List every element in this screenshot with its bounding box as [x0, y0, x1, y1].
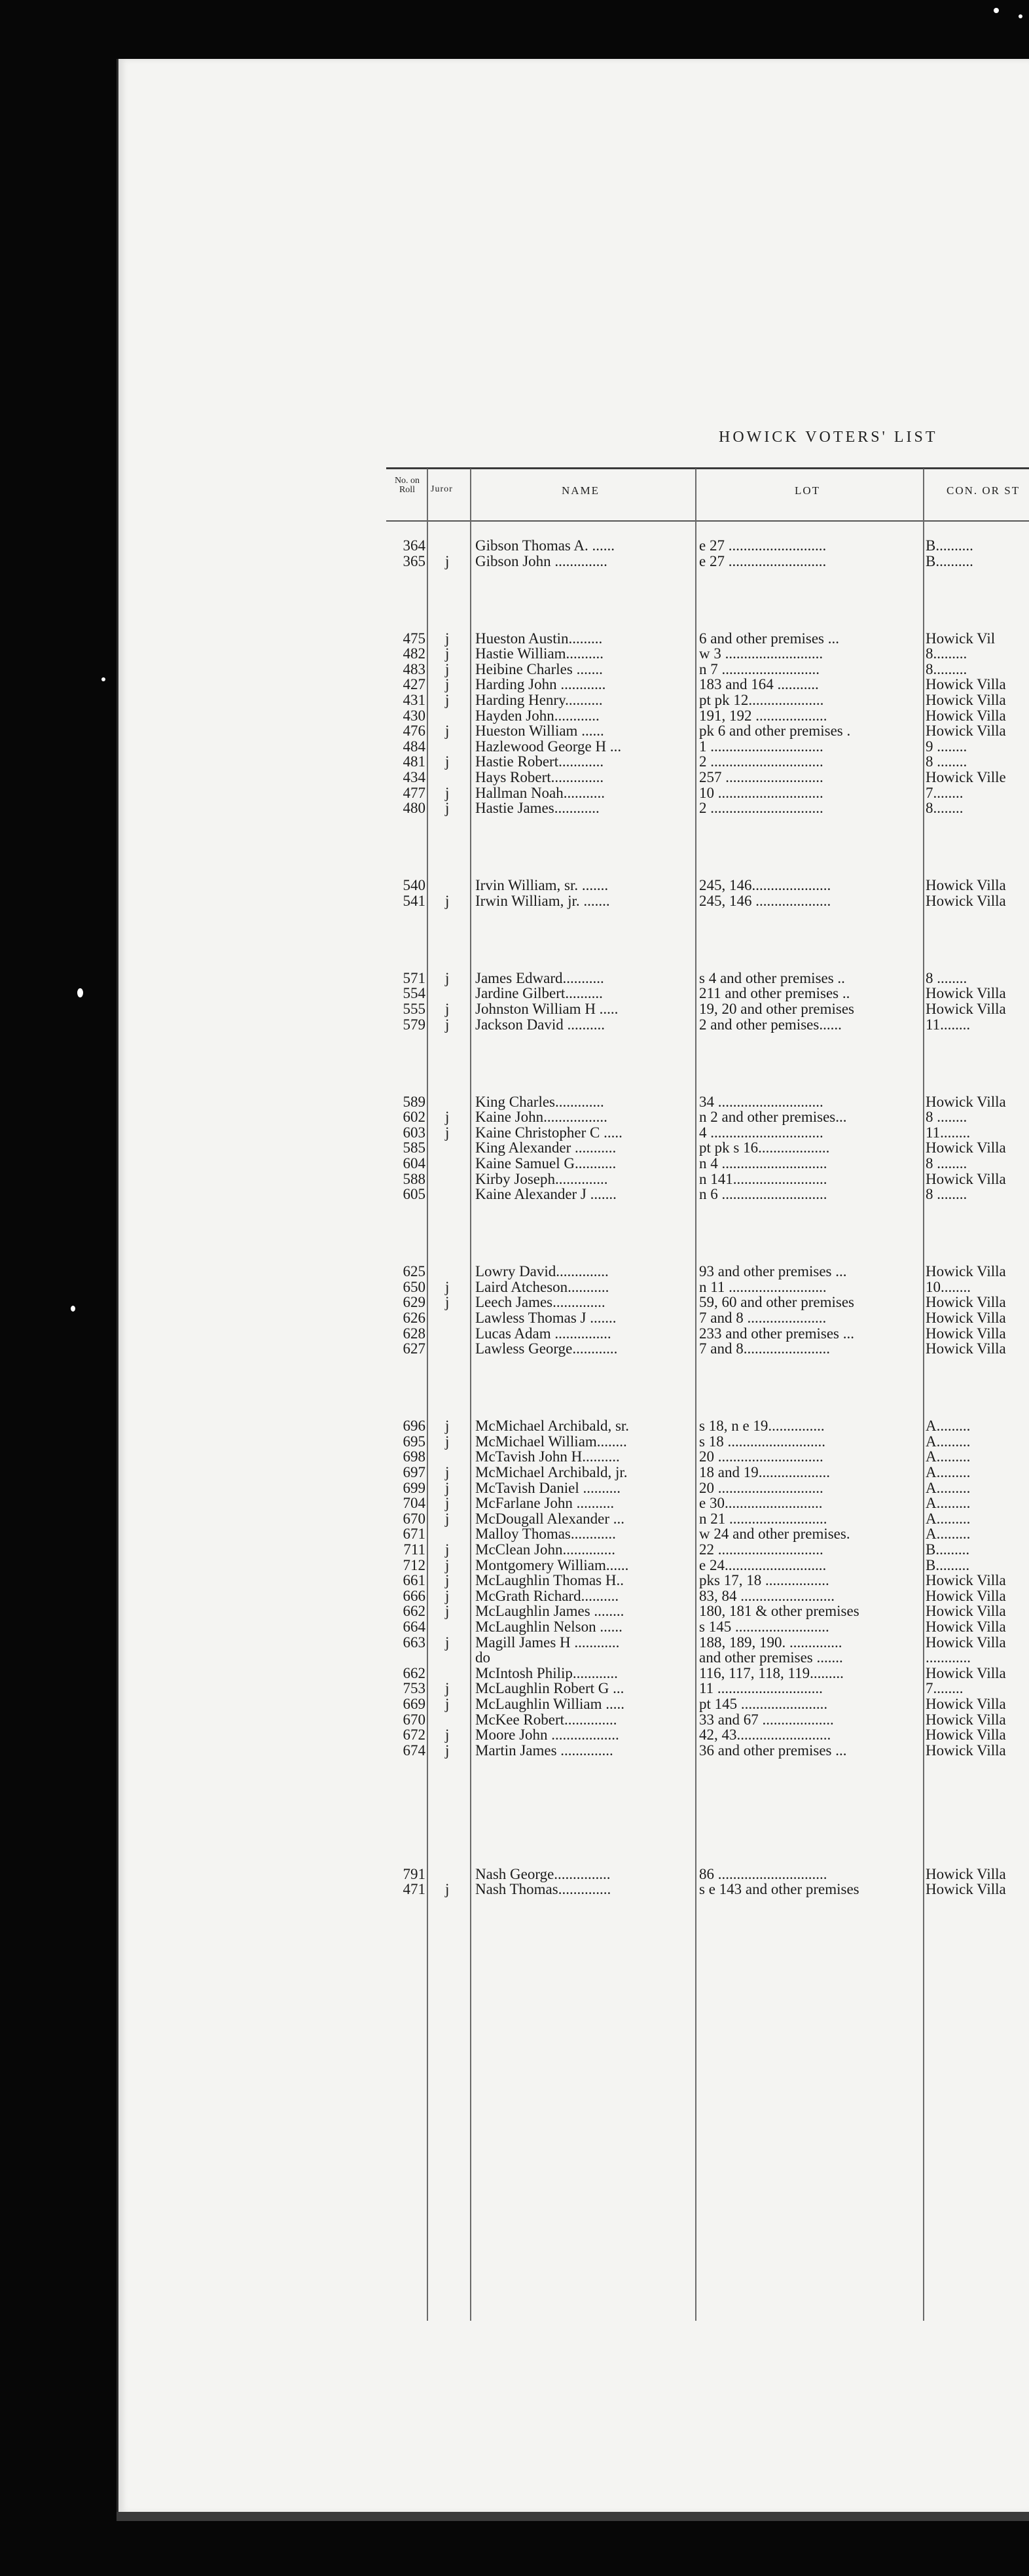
- roll-number: 698: [403, 1448, 425, 1465]
- concession: Howick Villa: [926, 1866, 1006, 1882]
- juror-mark: j: [445, 1016, 450, 1033]
- lot-description: n 6 ............................: [699, 1187, 827, 1203]
- dust-speck: [101, 677, 105, 681]
- voter-name: James Edward...........: [475, 970, 604, 986]
- juror-mark: j: [445, 630, 450, 647]
- lot-description: n 21 ..........................: [699, 1511, 827, 1527]
- juror-mark: j: [445, 1587, 450, 1604]
- concession: Howick Villa: [926, 1325, 1006, 1342]
- lot-description: 18 and 19...................: [699, 1465, 830, 1480]
- juror-mark: j: [445, 1510, 450, 1527]
- concession: 8.........: [926, 661, 967, 677]
- voter-name: McLaughlin Thomas H..: [475, 1573, 624, 1589]
- juror-mark: j: [445, 645, 450, 662]
- lot-description: 20 ............................: [699, 1480, 823, 1496]
- roll-number: 482: [403, 645, 425, 662]
- juror-mark: j: [445, 552, 450, 569]
- voter-name: Laird Atcheson...........: [475, 1279, 609, 1295]
- concession: B.........: [926, 1542, 970, 1558]
- concession: A.........: [926, 1418, 971, 1435]
- lot-description: s 18, n e 19...............: [699, 1418, 825, 1435]
- roll-number: 671: [403, 1526, 425, 1543]
- roll-number: 477: [403, 784, 425, 801]
- lot-description: 180, 181 & other premises: [699, 1603, 859, 1620]
- roll-number: 585: [403, 1139, 425, 1156]
- roll-number: 669: [403, 1696, 425, 1712]
- roll-number: 666: [403, 1587, 425, 1604]
- dust-speck: [994, 8, 999, 13]
- voter-name: Kaine Christopher C .....: [475, 1124, 623, 1141]
- voter-name: Kirby Joseph..............: [475, 1171, 608, 1187]
- roll-number: 603: [403, 1124, 425, 1141]
- lot-description: 20 ............................: [699, 1449, 823, 1465]
- lot-description: 11 ............................: [699, 1681, 823, 1697]
- dust-speck: [71, 1306, 75, 1312]
- roll-number: 604: [403, 1155, 425, 1172]
- voter-name: King Alexander ...........: [475, 1140, 617, 1156]
- juror-mark: j: [445, 1433, 450, 1450]
- juror-mark: j: [445, 1726, 450, 1744]
- voter-name: Hastie Robert............: [475, 754, 604, 770]
- voter-name: McLaughlin Nelson ......: [475, 1619, 623, 1635]
- header-juror: Juror: [431, 484, 453, 494]
- lot-description: 4 ..............................: [699, 1124, 823, 1141]
- juror-mark: j: [445, 1696, 450, 1712]
- lot-description: n 141.........................: [699, 1171, 827, 1187]
- lot-description: 2 ..............................: [699, 800, 823, 817]
- voter-name: Kaine Alexander J .......: [475, 1187, 617, 1203]
- concession: ............: [926, 1650, 971, 1666]
- juror-mark: j: [445, 1556, 450, 1573]
- lot-description: n 2 and other premises...: [699, 1109, 847, 1126]
- concession: 8........: [926, 800, 964, 817]
- lot-description: 83, 84 .........................: [699, 1588, 835, 1604]
- concession: Howick Villa: [926, 1665, 1006, 1681]
- lot-description: 116, 117, 118, 119.........: [699, 1665, 844, 1681]
- concession: Howick Ville: [926, 770, 1006, 785]
- lot-description: 93 and other premises ...: [699, 1264, 847, 1280]
- concession: Howick Villa: [926, 1696, 1006, 1712]
- roll-number: 704: [403, 1495, 425, 1512]
- roll-number: 712: [403, 1556, 425, 1573]
- voter-name: Jardine Gilbert..........: [475, 986, 603, 1002]
- lot-description: 22 ............................: [699, 1542, 823, 1558]
- lot-description: n 4 ............................: [699, 1156, 827, 1172]
- voter-name: King Charles.............: [475, 1094, 604, 1110]
- juror-mark: j: [445, 1124, 450, 1141]
- lot-description: 188, 189, 190. ..............: [699, 1634, 842, 1651]
- juror-mark: j: [445, 1742, 450, 1759]
- lot-description: 257 ..........................: [699, 770, 823, 785]
- lot-description: w 3 ..........................: [699, 646, 823, 662]
- voter-name: McClean John..............: [475, 1542, 616, 1558]
- column-rule: [695, 469, 696, 2321]
- roll-number: 364: [403, 537, 425, 554]
- roll-number: 481: [403, 753, 425, 770]
- roll-number: 753: [403, 1680, 425, 1697]
- roll-number: 661: [403, 1572, 425, 1589]
- concession: 8 ........: [926, 1187, 967, 1203]
- roll-number: 480: [403, 800, 425, 817]
- juror-mark: j: [445, 1495, 450, 1512]
- roll-number: 697: [403, 1464, 425, 1480]
- voter-name: Hastie James............: [475, 800, 600, 817]
- concession: B.........: [926, 1557, 970, 1573]
- roll-number: 695: [403, 1433, 425, 1450]
- roll-number: 365: [403, 552, 425, 569]
- concession: 10........: [926, 1279, 971, 1295]
- voter-name: Irvin William, sr. .......: [475, 878, 609, 894]
- concession: 7........: [926, 1681, 964, 1697]
- roll-number: 672: [403, 1726, 425, 1744]
- juror-mark: j: [445, 1541, 450, 1558]
- lot-description: 245, 146 ....................: [699, 893, 831, 909]
- voter-name: Johnston William H .....: [475, 1001, 619, 1017]
- voter-name: Nash George...............: [475, 1866, 611, 1882]
- roll-number: 696: [403, 1418, 425, 1435]
- roll-number: 699: [403, 1479, 425, 1496]
- concession: 8 ........: [926, 1156, 967, 1172]
- voter-name: Nash Thomas..............: [475, 1882, 611, 1898]
- voter-name: McKee Robert..............: [475, 1711, 617, 1728]
- roll-number: 629: [403, 1294, 425, 1311]
- concession: A.........: [926, 1433, 971, 1450]
- roll-number: 625: [403, 1263, 425, 1280]
- roll-number: 541: [403, 892, 425, 909]
- roll-number: 650: [403, 1278, 425, 1295]
- header-bottom-rule: [386, 520, 1029, 522]
- concession: Howick Villa: [926, 1094, 1006, 1110]
- juror-mark: j: [445, 784, 450, 801]
- voter-name: McMichael William........: [475, 1433, 627, 1450]
- lot-description: 42, 43.........................: [699, 1727, 831, 1744]
- concession: Howick Villa: [926, 1711, 1006, 1728]
- juror-mark: j: [445, 723, 450, 740]
- roll-number: 626: [403, 1310, 425, 1326]
- concession: B..........: [926, 538, 973, 554]
- concession: Howick Villa: [926, 1341, 1006, 1357]
- voter-name: Hueston Austin.........: [475, 630, 603, 647]
- juror-mark: j: [445, 1294, 450, 1311]
- voter-name: Malloy Thomas............: [475, 1526, 616, 1543]
- juror-mark: j: [445, 676, 450, 693]
- roll-number: 471: [403, 1881, 425, 1898]
- lot-description: pt pk 12....................: [699, 692, 824, 708]
- voter-name: Lawless George............: [475, 1341, 618, 1357]
- lot-description: pk 6 and other premises .: [699, 723, 851, 740]
- juror-mark: j: [445, 753, 450, 770]
- roll-number: 434: [403, 769, 425, 785]
- juror-mark: j: [445, 1680, 450, 1697]
- concession: Howick Villa: [926, 677, 1006, 693]
- lot-description: 2 ..............................: [699, 754, 823, 770]
- voter-name: Montgomery William......: [475, 1557, 629, 1573]
- lot-description: 36 and other premises ...: [699, 1742, 847, 1759]
- juror-mark: j: [445, 1603, 450, 1620]
- lot-description: s 4 and other premises ..: [699, 970, 845, 986]
- roll-number: 483: [403, 660, 425, 677]
- voter-name: McLaughlin William .....: [475, 1696, 624, 1712]
- voter-name: Harding Henry..........: [475, 692, 603, 708]
- voter-name: Magill James H ............: [475, 1634, 620, 1651]
- concession: A.........: [926, 1480, 971, 1496]
- lot-description: s e 143 and other premises: [699, 1882, 859, 1898]
- lot-description: 34 ............................: [699, 1094, 823, 1110]
- roll-number: 431: [403, 692, 425, 708]
- column-rule: [923, 469, 924, 2321]
- concession: 8 ........: [926, 1109, 967, 1126]
- lot-description: pt pk s 16...................: [699, 1140, 830, 1156]
- roll-number: 579: [403, 1016, 425, 1033]
- lot-description: e 24...........................: [699, 1557, 827, 1573]
- concession: Howick Villa: [926, 723, 1006, 740]
- concession: Howick Villa: [926, 1727, 1006, 1744]
- concession: 11........: [926, 1124, 971, 1141]
- roll-number: 627: [403, 1340, 425, 1357]
- roll-number: 540: [403, 877, 425, 894]
- lot-description: 2 and other pemises......: [699, 1016, 842, 1033]
- concession: Howick Villa: [926, 878, 1006, 894]
- roll-number: 430: [403, 707, 425, 724]
- juror-mark: j: [445, 800, 450, 817]
- voter-name: Gibson Thomas A. ......: [475, 538, 615, 554]
- concession: Howick Villa: [926, 1264, 1006, 1280]
- juror-mark: j: [445, 660, 450, 677]
- concession: 8 ........: [926, 754, 967, 770]
- voter-name: McMichael Archibald, jr.: [475, 1465, 628, 1480]
- roll-number: 605: [403, 1186, 425, 1203]
- voter-name: Lucas Adam ...............: [475, 1325, 611, 1342]
- concession: 7........: [926, 785, 964, 801]
- concession: Howick Villa: [926, 1882, 1006, 1898]
- concession: Howick Villa: [926, 692, 1006, 708]
- header-no-on-roll: No. on Roll: [394, 476, 420, 495]
- lot-description: 33 and 67 ...................: [699, 1711, 834, 1728]
- concession: Howick Villa: [926, 1001, 1006, 1017]
- roll-number: 589: [403, 1093, 425, 1110]
- roll-number: 555: [403, 1001, 425, 1017]
- roll-number: 476: [403, 723, 425, 740]
- concession: A.........: [926, 1526, 971, 1543]
- roll-number: 571: [403, 969, 425, 986]
- roll-number: 662: [403, 1664, 425, 1681]
- page-title: HOWICK VOTERS' LIST: [719, 429, 938, 446]
- voter-name: McTavish Daniel ..........: [475, 1480, 621, 1496]
- concession: Howick Villa: [926, 1603, 1006, 1620]
- voter-name: McFarlane John ..........: [475, 1495, 615, 1512]
- juror-mark: j: [445, 1001, 450, 1017]
- lot-description: 191, 192 ...................: [699, 707, 827, 724]
- concession: Howick Villa: [926, 1573, 1006, 1589]
- voter-name: McDougall Alexander ...: [475, 1511, 625, 1527]
- lot-description: 86 .............................: [699, 1866, 827, 1882]
- roll-number: 662: [403, 1603, 425, 1620]
- header-lot: LOT: [795, 484, 821, 497]
- lot-description: e 30..........................: [699, 1495, 823, 1512]
- concession: Howick Villa: [926, 1295, 1006, 1311]
- voter-name: McLaughlin James ........: [475, 1603, 624, 1620]
- voter-name: Heibine Charles .......: [475, 661, 603, 677]
- voter-name: Kaine Samuel G...........: [475, 1156, 617, 1172]
- header-con: CON. OR ST: [947, 484, 1020, 497]
- roll-number: 791: [403, 1865, 425, 1882]
- voter-name: Irwin William, jr. .......: [475, 893, 610, 909]
- lot-description: 233 and other premises ...: [699, 1325, 854, 1342]
- voter-name: Kaine John.................: [475, 1109, 607, 1126]
- concession: Howick Villa: [926, 1742, 1006, 1759]
- voter-name: Lawless Thomas J .......: [475, 1310, 617, 1326]
- lot-description: 10 ............................: [699, 785, 823, 801]
- voter-name: Hallman Noah...........: [475, 785, 605, 801]
- roll-number: 674: [403, 1742, 425, 1759]
- roll-number: 670: [403, 1711, 425, 1728]
- lot-description: 7 and 8 .....................: [699, 1310, 827, 1326]
- lot-description: 6 and other premises ...: [699, 630, 839, 647]
- lot-description: 19, 20 and other premises: [699, 1001, 854, 1017]
- lot-description: 245, 146.....................: [699, 878, 831, 894]
- lot-description: n 11 ..........................: [699, 1279, 827, 1295]
- lot-description: e 27 ..........................: [699, 538, 827, 554]
- concession: 8.........: [926, 646, 967, 662]
- lot-description: s 18 ..........................: [699, 1433, 825, 1450]
- voter-name: Hayden John............: [475, 707, 600, 724]
- concession: 11........: [926, 1016, 971, 1033]
- voter-name: Lowry David..............: [475, 1264, 609, 1280]
- concession: 9 ........: [926, 738, 967, 755]
- roll-number: 670: [403, 1510, 425, 1527]
- voter-name: Hastie William..........: [475, 646, 604, 662]
- voter-name: Leech James..............: [475, 1295, 605, 1311]
- juror-mark: j: [445, 1572, 450, 1589]
- voter-name: McLaughlin Robert G ...: [475, 1681, 624, 1697]
- header-top-rule: [386, 467, 1029, 469]
- concession: A.........: [926, 1495, 971, 1512]
- concession: Howick Vil: [926, 630, 996, 647]
- concession: 8 ........: [926, 970, 967, 986]
- concession: Howick Villa: [926, 986, 1006, 1002]
- concession: Howick Villa: [926, 1588, 1006, 1604]
- concession: Howick Villa: [926, 707, 1006, 724]
- concession: Howick Villa: [926, 1171, 1006, 1187]
- juror-mark: j: [445, 1109, 450, 1126]
- column-rule: [470, 469, 471, 2321]
- juror-mark: j: [445, 969, 450, 986]
- juror-mark: j: [445, 892, 450, 909]
- lot-description: 7 and 8.......................: [699, 1341, 830, 1357]
- dust-speck: [77, 988, 83, 997]
- lot-description: pt 145 .......................: [699, 1696, 828, 1712]
- column-rule: [427, 469, 428, 2321]
- voter-name: McIntosh Philip............: [475, 1665, 618, 1681]
- lot-description: 211 and other premises ..: [699, 986, 850, 1002]
- page-bottom-edge: [117, 2512, 1029, 2521]
- voter-name: Hueston William ......: [475, 723, 604, 740]
- juror-mark: j: [445, 1634, 450, 1651]
- roll-number: 711: [403, 1541, 425, 1558]
- dust-speck: [1019, 14, 1022, 18]
- voter-name: McTavish John H..........: [475, 1449, 620, 1465]
- concession: A.........: [926, 1465, 971, 1480]
- juror-mark: j: [445, 1278, 450, 1295]
- voter-name: Hazlewood George H ...: [475, 738, 622, 755]
- lot-description: 1 ..............................: [699, 738, 823, 755]
- lot-description: and other premises .......: [699, 1650, 843, 1666]
- juror-mark: j: [445, 1464, 450, 1480]
- roll-number: 554: [403, 985, 425, 1002]
- roll-number: 484: [403, 738, 425, 755]
- voter-name: do: [475, 1650, 490, 1666]
- roll-number: 427: [403, 676, 425, 693]
- voter-name: Harding John ............: [475, 677, 606, 693]
- voter-name: Martin James ..............: [475, 1742, 613, 1759]
- concession: Howick Villa: [926, 1634, 1006, 1651]
- voter-name: Hays Robert..............: [475, 770, 604, 785]
- header-name: NAME: [562, 484, 600, 497]
- roll-number: 475: [403, 630, 425, 647]
- lot-description: e 27 ..........................: [699, 553, 827, 569]
- juror-mark: j: [445, 692, 450, 708]
- concession: Howick Villa: [926, 1619, 1006, 1635]
- concession: Howick Villa: [926, 1140, 1006, 1156]
- juror-mark: j: [445, 1479, 450, 1496]
- juror-mark: j: [445, 1418, 450, 1435]
- voter-name: Jackson David ..........: [475, 1016, 605, 1033]
- concession: Howick Villa: [926, 1310, 1006, 1326]
- voter-name: Moore John ..................: [475, 1727, 619, 1744]
- lot-description: 183 and 164 ...........: [699, 677, 819, 693]
- concession: B..........: [926, 553, 973, 569]
- lot-description: n 7 ..........................: [699, 661, 820, 677]
- lot-description: s 145 .........................: [699, 1619, 829, 1635]
- voter-name: McGrath Richard..........: [475, 1588, 619, 1604]
- lot-description: 59, 60 and other premises: [699, 1295, 854, 1311]
- concession: Howick Villa: [926, 893, 1006, 909]
- concession: A.........: [926, 1511, 971, 1527]
- roll-number: 602: [403, 1109, 425, 1126]
- concession: A.........: [926, 1449, 971, 1465]
- lot-description: pks 17, 18 .................: [699, 1573, 829, 1589]
- roll-number: 628: [403, 1325, 425, 1342]
- roll-number: 588: [403, 1170, 425, 1187]
- voter-name: Gibson John ..............: [475, 553, 607, 569]
- voter-name: McMichael Archibald, sr.: [475, 1418, 630, 1435]
- lot-description: w 24 and other premises.: [699, 1526, 850, 1543]
- roll-number: 664: [403, 1619, 425, 1635]
- roll-number: 663: [403, 1634, 425, 1651]
- juror-mark: j: [445, 1881, 450, 1898]
